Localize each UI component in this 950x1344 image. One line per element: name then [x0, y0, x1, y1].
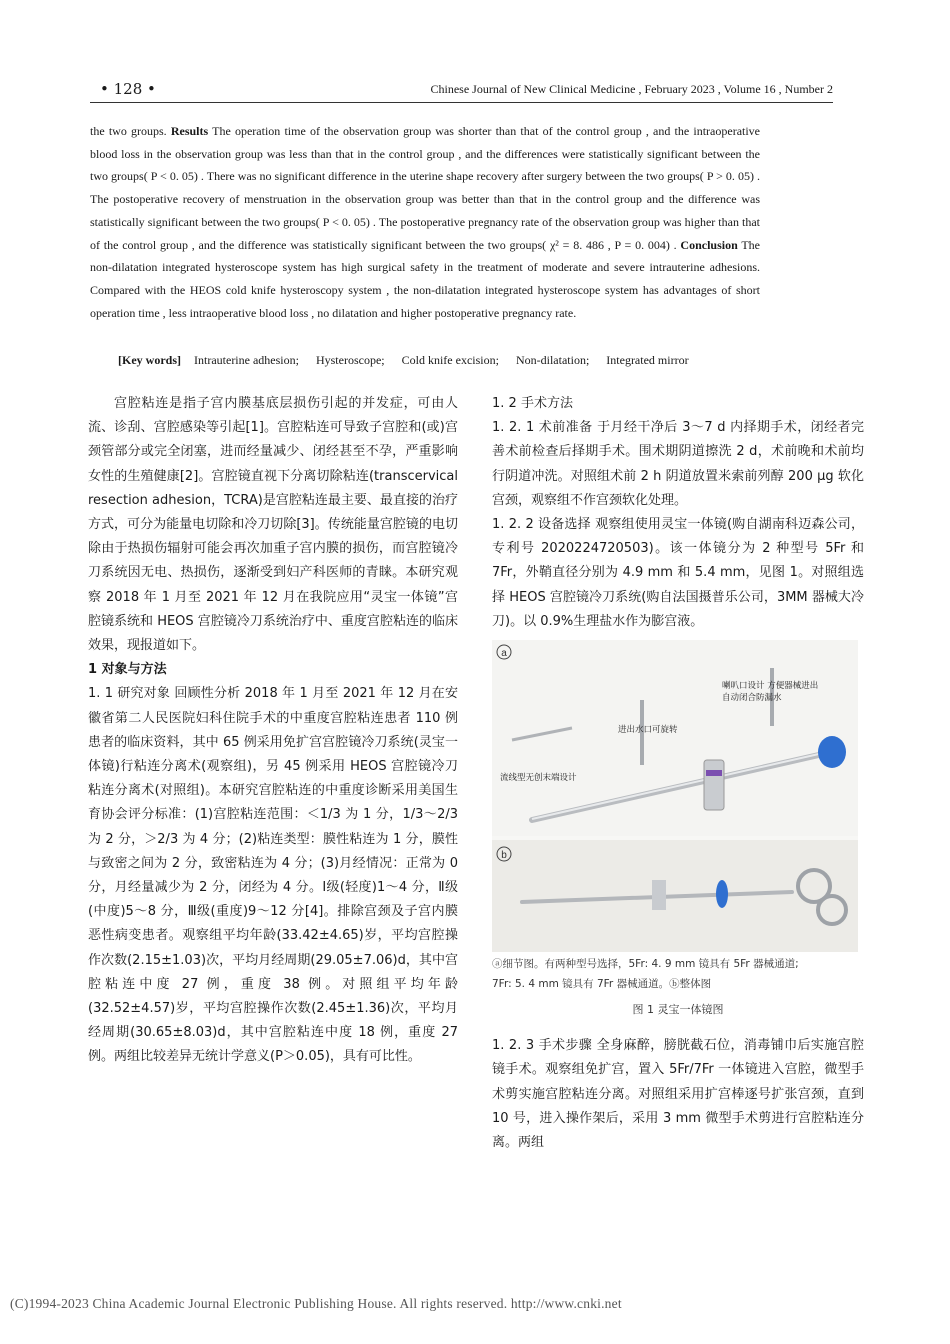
keyword-item: Hysteroscope;	[315, 353, 385, 367]
header-rule	[90, 102, 833, 103]
keyword-item: Cold knife excision;	[401, 353, 499, 367]
right-column	[492, 392, 864, 1155]
valve-purple-ring	[706, 770, 722, 776]
abstract-lead: the two groups.	[90, 124, 171, 138]
left-column	[88, 392, 458, 1070]
subsection-1-2-1: 1. 2. 1 术前准备 于月经干净后 3～7 d 内择期手术，闭经者完善术前检查后择期手术。围术期阴道擦洗 2 d，术前晚和术前均行阴道冲洗。对照组术前 2 h 阴道放置米索前列醇 200 μg 软化宫颈，观察组不作宫颈软化处理。	[492, 420, 864, 508]
subsection-1-2-3: 1. 2. 3 手术步骤 全身麻醉，膀胱截石位，消毒铺巾后实施宫腔镜手术。观察组免扩宫，置入 5Fr/7Fr 一体镜进入宫腔，微型手术剪实施宫腔粘连分离。对照组采用扩宫棒逐号扩张宫颈，直到 10 号，进入操作架后，采用 3 mm 微型手术剪进行宫腔粘连分离。两组	[492, 1038, 864, 1151]
conclusion-label: Conclusion	[680, 237, 738, 252]
figure-1-image	[492, 640, 858, 952]
subsection-1-1	[88, 682, 458, 1069]
keyword-item: Non-dilatation;	[515, 353, 590, 367]
copyright-footer: (C)1994-2023 China Academic Journal Electronic Publishing House. All rights reserved. http://www.cnki.net	[10, 1296, 622, 1311]
keyword-item: Integrated mirror	[606, 353, 689, 367]
panel-b-label: b	[501, 850, 507, 862]
subsection-1-1-label: 1. 1 研究对象	[88, 686, 171, 702]
results-label: Results	[170, 124, 209, 138]
subsection-1-1-text: 回顾性分析 2018 年 1 月至 2021 年 12 月在安徽省第二人民医院妇科住院手术的中重度宫腔粘连患者 110 例患者的临床资料，其中 65 例采用免扩宫宫腔镜冷刀系统(灵宝一体镜)行粘连分离术(观察组)，另 45 例采用 HEOS 宫腔镜冷刀粘连分离术(对照组)。本研究宫腔粘连的中重度诊断采用美国生育协会评分标准：(1)宫腔粘连范围：＜1/3 为 1 分，1/3～2/3 为 2 分，＞2/3 为 4 分；(2)粘连类型：膜性粘连为 1 分，膜性与致密之间为 2 分，致密粘连为 4 分；(3)月经情况：正常为 0 分，月经量减少为 2 分，闭经为 4 分。Ⅰ级(轻度)1～4 分，Ⅱ级(中度)5～8 分，Ⅲ级(重度)9～12 分[4]。排除宫颈及子宫内膜恶性病变患者。观察组平均年龄(33.42±4.65)岁，平均宫腔操作次数(2.15±1.03)次，平均月经周期(29.05±7.06)d，其中宫腔粘连中度 27 例，重度 38 例。对照组平均年龄(32.52±4.57)岁，平均宫腔操作次数(2.45±1.36)次，平均月经周期(30.65±8.03)d，其中宫腔粘连中度 18 例，重度 27 例。两组比较差异无统计学意义(P＞0.05)，具有可比性。	[88, 686, 458, 1065]
eyepiece-blue	[818, 736, 846, 768]
section-heading-1: 1 对象与方法	[88, 662, 167, 678]
scope-whole-valve	[652, 880, 666, 910]
hysteroscope-illustration	[492, 640, 858, 952]
figure-caption-line-1: ⓐ细节图。有两种型号选择，5Fr: 4. 9 mm 镜具有 5Fr 器械通道;	[492, 958, 799, 971]
annotation-rotating-port: 进出水口可旋转	[618, 725, 678, 736]
abstract-block	[90, 120, 760, 324]
annotation-tip-design: 流线型无创末端设计	[500, 773, 577, 784]
page-number: • 128 •	[100, 80, 156, 98]
conclusion-text: The non-dilatation integrated hysteroscope system has high surgical safety in the treatment of moderate and severe intrauterine adhesions. Compared with the HEOS cold knife hysteroscopy system , the non-dilatation integrated hysteroscope system has advantages of short operation time , less intraoperative blood loss , no dilatation and higher postoperative pregnancy rate.	[90, 237, 760, 320]
subsection-1-2-2: 1. 2. 2 设备选择 观察组使用灵宝一体镜(购自湖南科迈森公司，专利号 2020224720503)。该一体镜分为 2 种型号 5Fr 和 7Fr，外鞘直径分别为 4.9 mm 和 5.4 mm，见图 1。对照组选择 HEOS 宫腔镜冷刀系统(购自法国摄普乐公司，3MM 器械大冷刀)。以 0.9%生理盐水作为膨宫液。	[492, 517, 864, 629]
panel-a-label: a	[501, 648, 507, 660]
results-text: The operation time of the observation group was shorter than that of the control group , and the intraoperative blood loss in the observation group was less than that in the control group , and the differences were statistically significant between the two groups( P < 0. 05) . There was no significant difference in the uterine shape recovery after surgery between the two groups( P > 0. 05) . The postoperative recovery of menstruation in the observation group was better than that in the control group and the difference was statistically significant between the two groups( P < 0. 05) . The postoperative pregnancy rate of the observation group was higher than that of the control group , and the difference was statistically significant between the two groups( χ² = 8. 486 , P = 0. 004) .	[90, 124, 761, 252]
keywords-label: [Key words]	[118, 353, 181, 367]
annotation-flared-port: 喇叭口设计 方便器械进出	[722, 681, 819, 692]
figure-caption-line-2: 7Fr: 5. 4 mm 镜具有 7Fr 器械通道。ⓑ整体图	[492, 978, 712, 991]
figure-title: 图 1 灵宝一体镜图	[632, 1003, 724, 1017]
subsection-1-2: 1. 2 手术方法	[492, 396, 573, 411]
journal-running-head: Chinese Journal of New Clinical Medicine , February 2023 , Volume 16 , Number 2	[430, 82, 833, 96]
keywords-line	[118, 350, 758, 370]
intro-paragraph: 宫腔粘连是指子宫内膜基底层损伤引起的并发症，可由人流、诊刮、宫腔感染等引起[1]。宫腔粘连可导致子宫腔和(或)宫颈管部分或完全闭塞，进而经量减少、闭经甚至不孕，严重影响女性的生殖健康[2]。宫腔镜直视下分离切除粘连(transcervical resection adhesion，TCRA)是宫腔粘连最主要、最直接的治疗方式，可分为能量电切除和冷刀切除[3]。传统能量宫腔镜的电切除由于热损伤辐射可能会再次加重子宫内膜的损伤，而宫腔镜冷刀系统因无电、热损伤，逐渐受到妇产科医师的青睐。本研究观察 2018 年 1 月至 2021 年 12 月在我院应用“灵宝一体镜”宫腔镜系统和 HEOS 宫腔镜冷刀系统治疗中、重度宫腔粘连的临床效果，现报道如下。	[88, 396, 458, 654]
keyword-item: Intrauterine adhesion;	[194, 353, 299, 367]
valve-body	[704, 760, 724, 810]
annotation-auto-close: 自动闭合防漏水	[722, 693, 782, 704]
figure-caption	[492, 954, 864, 994]
scope-whole-blue	[716, 880, 728, 908]
